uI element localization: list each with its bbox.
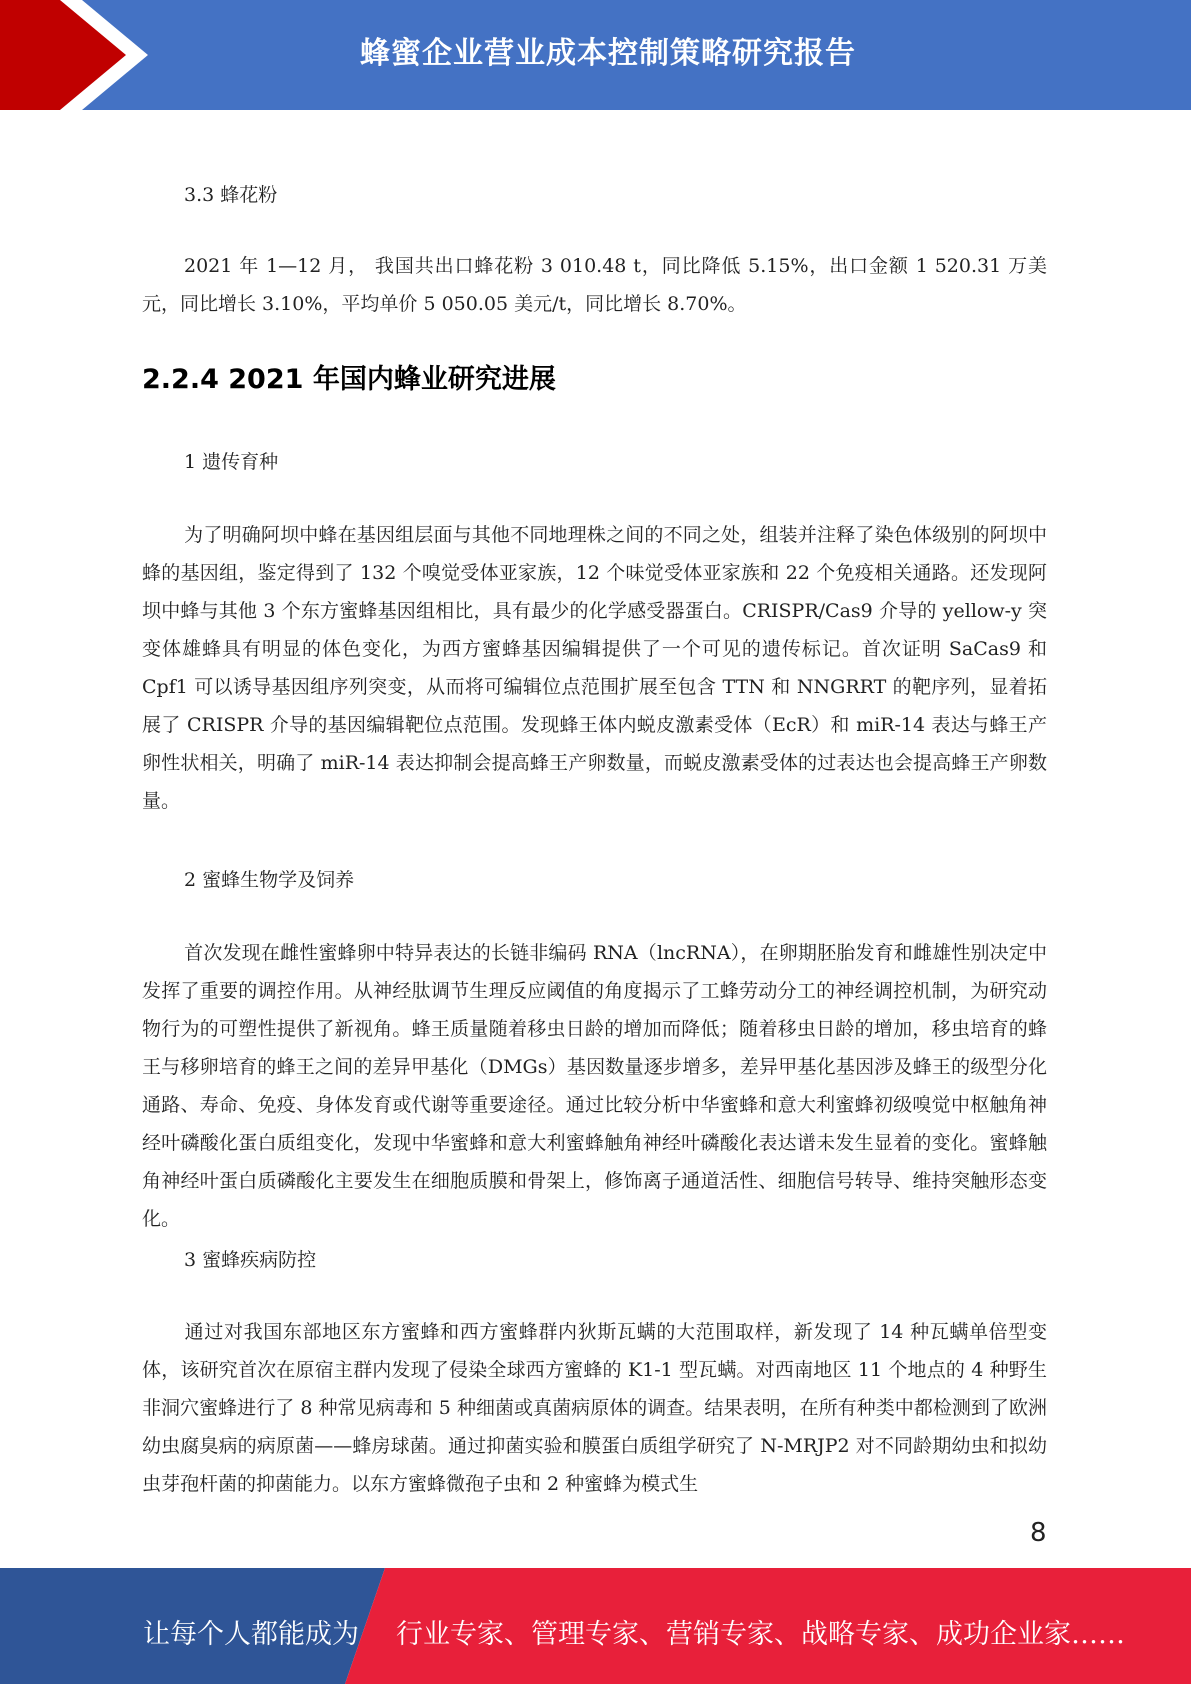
paragraph-biology [142, 934, 1047, 1238]
paragraph-genetics-text: 为了明确阿坝中蜂在基因组层面与其他不同地理株之间的不同之处，组装并注释了染色体级别的阿坝中蜂的基因组，鉴定得到了 132 个嗅觉受体亚家族，12 个味觉受体亚家族和 22 个免疫相关通路。还发现阿坝中蜂与其他 3 个东方蜜蜂基因组相比，具有最少的化学感受器蛋白。CRISPR/Cas9 介导的 yellow-y 突变体雄蜂具有明显的体色变化，为西方蜜蜂基因编辑提供了一个可见的遗传标记。首次证明 SaCas9 和 Cpf1 可以诱导基因组序列突变，从而将可编辑位点范围扩展至包含 TTN 和 NNGRRT 的靶序列，显着拓展了 CRISPR 介导的基因编辑靶位点范围。发现蜂王体内蜕皮激素受体（EcR）和 miR-14 表达与蜂王产卵性状相关，明确了 miR-14 表达抑制会提高蜂王产卵数量，而蜕皮激素受体的过表达也会提高蜂王产卵数量。 [142, 524, 1047, 812]
section-heading-pollen: 3.3 蜂花粉 [184, 184, 278, 206]
page-footer [0, 1568, 1191, 1684]
footer-slogan-right: 行业专家、管理专家、营销专家、战略专家、成功企业家…… [396, 1619, 1125, 1650]
page-number: 8 [1030, 1518, 1047, 1548]
section-heading-genetics: 1 遗传育种 [184, 451, 279, 473]
page-header [0, 0, 1191, 110]
paragraph-disease [142, 1313, 1047, 1503]
section-heading-research: 2.2.4 2021 年国内蜂业研究进展 [142, 364, 556, 395]
paragraph-genetics [142, 516, 1047, 820]
header-title: 蜂蜜企业营业成本控制策略研究报告 [360, 36, 856, 71]
paragraph-pollen-text: 2021 年 1—12 月， 我国共出口蜂花粉 3 010.48 t，同比降低 5.15%，出口金额 1 520.31 万美元，同比增长 3.10%，平均单价 5 050.05 美元/t，同比增长 8.70%。 [142, 255, 1047, 315]
footer-slogan-left: 让每个人都能成为 [143, 1619, 359, 1650]
paragraph-pollen [142, 247, 1047, 323]
section-heading-biology: 2 蜜蜂生物学及饲养 [184, 869, 355, 891]
paragraph-disease-text: 通过对我国东部地区东方蜜蜂和西方蜜蜂群内狄斯瓦螨的大范围取样，新发现了 14 种瓦螨单倍型变体，该研究首次在原宿主群内发现了侵染全球西方蜜蜂的 K1-1 型瓦螨。对西南地区 11 个地点的 4 种野生非洞穴蜜蜂进行了 8 种常见病毒和 5 种细菌或真菌病原体的调查。结果表明，在所有种类中都检测到了欧洲幼虫腐臭病的病原菌——蜂房球菌。通过抑菌实验和膜蛋白质组学研究了 N-MRJP2 对不同龄期幼虫和拟幼虫芽孢杆菌的抑菌能力。以东方蜜蜂微孢子虫和 2 种蜜蜂为模式生 [142, 1321, 1047, 1495]
paragraph-biology-text: 首次发现在雌性蜜蜂卵中特异表达的长链非编码 RNA（lncRNA），在卵期胚胎发育和雌雄性别决定中发挥了重要的调控作用。从神经肽调节生理反应阈值的角度揭示了工蜂劳动分工的神经调控机制，为研究动物行为的可塑性提供了新视角。蜂王质量随着移虫日龄的增加而降低；随着移虫日龄的增加，移虫培育的蜂王与移卵培育的蜂王之间的差异甲基化（DMGs）基因数量逐步增多，差异甲基化基因涉及蜂王的级型分化通路、寿命、免疫、身体发育或代谢等重要途径。通过比较分析中华蜜蜂和意大利蜜蜂初级嗅觉中枢触角神经叶磷酸化蛋白质组变化，发现中华蜜蜂和意大利蜜蜂触角神经叶磷酸化表达谱未发生显着的变化。蜜蜂触角神经叶蛋白质磷酸化主要发生在细胞质膜和骨架上，修饰离子通道活性、细胞信号转导、维持突触形态变化。 [142, 942, 1047, 1230]
section-heading-disease: 3 蜜蜂疾病防控 [184, 1249, 317, 1271]
